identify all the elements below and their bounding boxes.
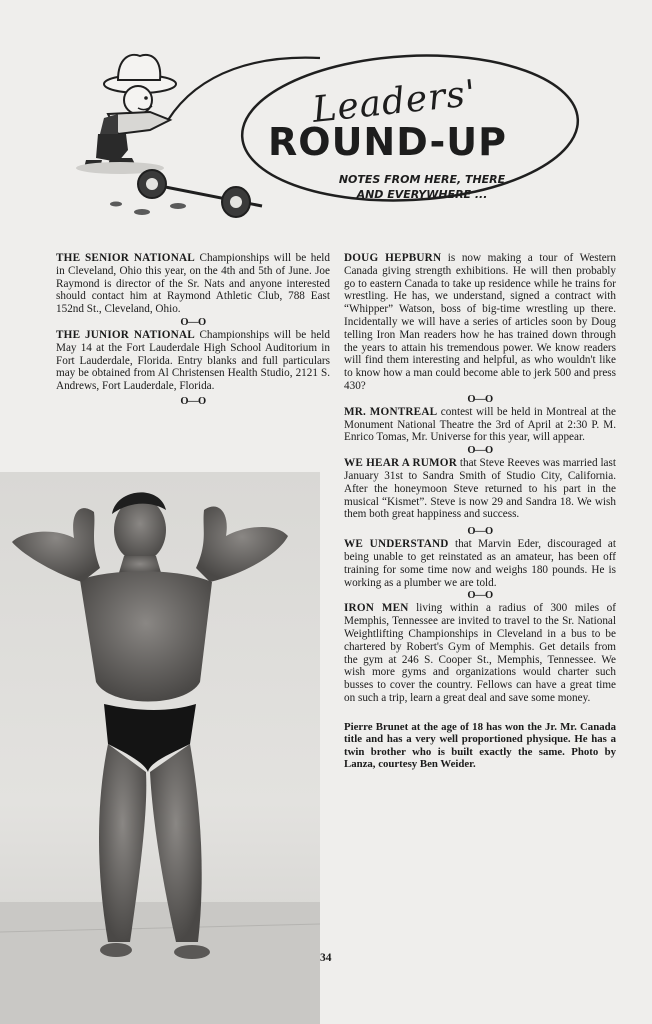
header-script-title: Leaders' (310, 72, 479, 131)
separator: O—O (467, 393, 493, 405)
subtitle-line-2: AND EVERYWHERE ... (356, 188, 488, 201)
header-subtitle (322, 172, 522, 202)
article-senior-national: THE SENIOR NATIONAL Championships will be held in Cleveland, Ohio this year, on the 4th and 5th of June. Joe Raymond is director of the Sr. Nats and anyone interested should contact him at Raymond Athletic Club, 788 East 152nd St., Cleveland, Ohio. (56, 252, 331, 316)
bodybuilder-photo (0, 472, 320, 1024)
barbell-illustration (110, 170, 262, 217)
header-main-title: ROUND-UP (268, 120, 507, 164)
article-doug-hepburn: DOUG HEPBURN is now making a tour of Western Canada giving strength exhibitions. He will then probably go to eastern Canada to take up residence while he trains for wrestling. He has, we understand, signed a contract with “Whipper” Watson, boss of big-time wrestling up there. Incidentally we will have a series of articles soon by Doug telling Iron Man readers how he has trained down through the years to attain his tremendous power. We know readers will find them interesting and helpful, as who wouldn't like to know how a man could become able to jerk 500 and press 430? (344, 252, 616, 392)
lasso-rope (168, 58, 320, 120)
separator: O—O (180, 316, 206, 328)
separator: O—O (467, 590, 493, 602)
separator: O—O (180, 395, 206, 407)
bodybuilder-figure (0, 472, 320, 1024)
article-junior-national: THE JUNIOR NATIONAL Championships will be held May 14 at the Fort Lauderdale High School Auditorium in Fort Lauderdale, Florida. Entry blanks and full particulars may be obtained from Al Christensen Health Studio, 2121 S. Andrews, Fort Lauderdale, Florida. (56, 328, 330, 393)
cowboy-figure (76, 55, 176, 174)
right-column (344, 252, 616, 771)
article-mr-montreal: MR. MONTREAL contest will be held in Montreal at the Monument National Theatre the 3rd of April at 2:30 P. M. Enrico Tomas, Mr. Universe for this year, will appear. (344, 405, 616, 444)
subtitle-line-1: NOTES FROM HERE, THERE (338, 173, 506, 186)
page-number: 34 (320, 952, 332, 964)
article-understand: WE UNDERSTAND that Marvin Eder, discouraged at being unable to get reinstated as an amateur, has been off training for some time now and weighs 180 pounds. He is working as a plumber we are told. (344, 538, 616, 589)
separator: O—O (467, 526, 493, 538)
left-column (56, 252, 330, 408)
article-rumor: WE HEAR A RUMOR that Steve Reeves was married last January 31st to Sandra Smith of Studio City, California. After the honeymoon Steve returned to his part in the musical “Kismet”. Steve is now 29 and Sandra 18. We wish them both great happiness and success. (344, 457, 616, 521)
separator: O—O (467, 445, 493, 457)
photo-caption: Pierre Brunet at the age of 18 has won the Jr. Mr. Canada title and has a very well proportioned physique. He has a twin brother who is built exactly the same. Photo by Lanza, courtesy Ben Weider. (344, 720, 616, 771)
article-iron-men: IRON MEN living within a radius of 300 miles of Memphis, Tennessee are invited to travel to the Sr. National Weightlifting Championships in Cleveland in a bus to be chartered by Robert's Gym of Memphis. Get details from the gym at 246 S. Cooper St., Memphis, Tennessee. We wish more gyms and organizations would charter such busses to cover the country. Fellows can have a great time on such a trip, learn a great deal and save some money. (344, 602, 616, 704)
